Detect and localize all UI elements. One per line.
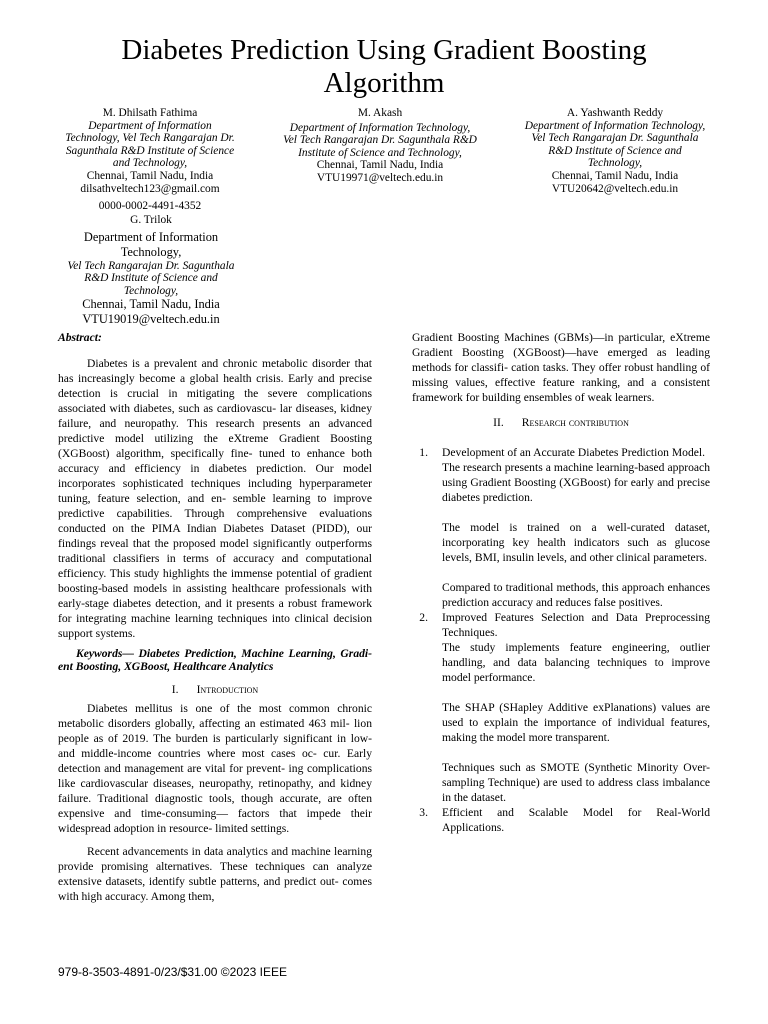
left-column: [58, 330, 372, 904]
list-item-title: Improved Features Selection and Data Preprocessing Techniques.: [442, 611, 710, 639]
author-affiliation: Vel Tech Rangarajan Dr. Sagunthala R&D Institute of Science and Technology,: [67, 259, 235, 297]
author-name: A. Yashwanth Reddy: [566, 107, 664, 119]
intro-paragraph: Diabetes mellitus is one of the most common chronic metabolic disorders globally, affecting an estimated 463 mil- lion people as of 2019. The burden is particularly significant in low- and middle-income countries where most cases oc- cur. Early detection and management are vital for prevent- ing complications like cardiovascular diseases, neuropathy, retinopathy, and kidney failure. Traditional diagnostic tools, though accurate, are often expensive and time-consuming— factors that impede their widespread adoption in resource- limited settings.: [58, 702, 372, 835]
section-number: I.: [171, 683, 179, 696]
list-item: [412, 610, 710, 805]
author-email: VTU20642@veltech.edu.in: [551, 182, 679, 195]
author-block-3: [520, 107, 710, 195]
copyright-footer: 979-8-3503-4891-0/23/$31.00 ©2023 IEEE: [58, 965, 288, 979]
intro-paragraph: Recent advancements in data analytics and machine learning provide promising alternatives. These techniques can analyze extensive datasets, identify subtle patterns, and predict out- comes with high accuracy. Among them,: [58, 845, 372, 903]
author-location: Chennai, Tamil Nadu, India: [551, 169, 679, 182]
author-block-1: [60, 107, 240, 213]
author-name: M. Akash: [357, 107, 403, 119]
author-location: Chennai, Tamil Nadu, India: [316, 159, 444, 172]
author-name: M. Dhilsath Fathima: [102, 107, 198, 119]
author-affiliation: Department of Information Technology, Vel Tech Rangarajan Dr. Sagunthala R&D Institute of Science and Technology,: [524, 119, 706, 170]
list-item-paragraph: Compared to traditional methods, this approach enhances prediction accuracy and reduces false positives.: [442, 581, 710, 609]
list-item: [412, 445, 710, 610]
section-number: II.: [493, 416, 504, 429]
list-item: [412, 805, 710, 835]
keywords: Keywords— Diabetes Prediction, Machine Learning, Gradi- ent Boosting, XGBoost, Healthcare Analytics: [58, 647, 372, 673]
list-number: 2.: [419, 611, 428, 624]
author-block-2: [282, 107, 478, 185]
section-heading-contribution: [412, 415, 710, 430]
intro-continuation: Gradient Boosting Machines (GBMs)—in particular, eXtreme Gradient Boosting (XGBoost)—have emerged as leading methods for classifi- cation tasks. They offer robust handling of missing values, effective feature ranking, and a consistent framework for building ensembles of weak learners.: [412, 331, 710, 404]
abstract-text: Diabetes is a prevalent and chronic metabolic disorder that has increasingly become a global health crisis. Early and precise detection is crucial in mitigating the severe complications associated with diabetes, such as cardiovascu- lar diseases, kidney failure, and neuropathy. This research presents an advanced predictive model utilizing the eXtreme Gradient Boosting (XGBoost) algorithm, specifically fine- tuned to enhance both accuracy and efficiency in diabetes prediction. Our model incorporates sophisticated techniques including hyperparameter tuning, feature selection, and en- semble learning to improve predictive capabilities. Through comprehensive evaluations conducted on the PIMA Indian Diabetes Dataset (PIDD), our findings reveal that the proposed model significantly outperforms traditional classifiers in terms of accuracy and computational efficiency. This study highlights the immense potential of gradient boosting-based models in assisting healthcare professionals with early-stage diabetes detection, and it presents a robust framework for integrating machine learning techniques into clinical decision support systems.: [58, 357, 372, 640]
paper-title: Diabetes Prediction Using Gradient Boosting Algorithm: [121, 34, 647, 99]
author-location: Chennai, Tamil Nadu, India: [86, 169, 214, 182]
author-email: dilsathveltech123@gmail.com: [80, 182, 220, 195]
author-email: VTU19971@veltech.edu.in: [316, 171, 444, 184]
list-item-paragraph: The SHAP (SHapley Additive exPlanations) values are used to explain the importance of individual features, making the model more transparent.: [442, 701, 710, 744]
right-column: [412, 330, 710, 835]
section-heading-introduction: [58, 682, 372, 697]
author-department: Department of Information Technology,: [83, 229, 219, 259]
author-email: VTU19019@veltech.edu.in: [82, 312, 220, 327]
list-item-paragraph: The study implements feature engineering, outlier handling, and data balancing techniques to improve model performance.: [442, 641, 710, 684]
author-name: G. Trilok: [130, 214, 172, 226]
list-item-paragraph: The research presents a machine learning-based approach using Gradient Boosting (XGBoost) for early and precise diabetes prediction.: [442, 461, 710, 504]
author-affiliation: Department of Information Technology, Vel Tech Rangarajan Dr. Sagunthala R&D Institute of Science and Technology,: [65, 119, 235, 170]
author-block-4: [62, 214, 240, 327]
list-number: 1.: [419, 446, 428, 459]
author-location: Chennai, Tamil Nadu, India: [82, 297, 220, 312]
contribution-list: [412, 445, 710, 835]
author-orcid: 0000-0002-4491-4352: [98, 200, 202, 213]
list-item-paragraph: The model is trained on a well-curated dataset, incorporating key health indicators such as glucose levels, BMI, insulin levels, and other clinical parameters.: [442, 521, 710, 564]
section-title: Introduction: [196, 683, 259, 696]
abstract-heading: Abstract:: [58, 331, 102, 344]
section-title: Research contribution: [521, 416, 629, 429]
list-item-title: Efficient and Scalable Model for Real-World Applications.: [442, 806, 710, 834]
list-number: 3.: [419, 806, 428, 819]
list-item-title: Development of an Accurate Diabetes Prediction Model.: [442, 446, 706, 459]
list-item-paragraph: Techniques such as SMOTE (Synthetic Minority Over-sampling Technique) are used to address class imbalance in the dataset.: [442, 761, 710, 804]
author-affiliation: Department of Information Technology, Vel Tech Rangarajan Dr. Sagunthala R&D Institute of Science and Technology,: [283, 121, 477, 159]
